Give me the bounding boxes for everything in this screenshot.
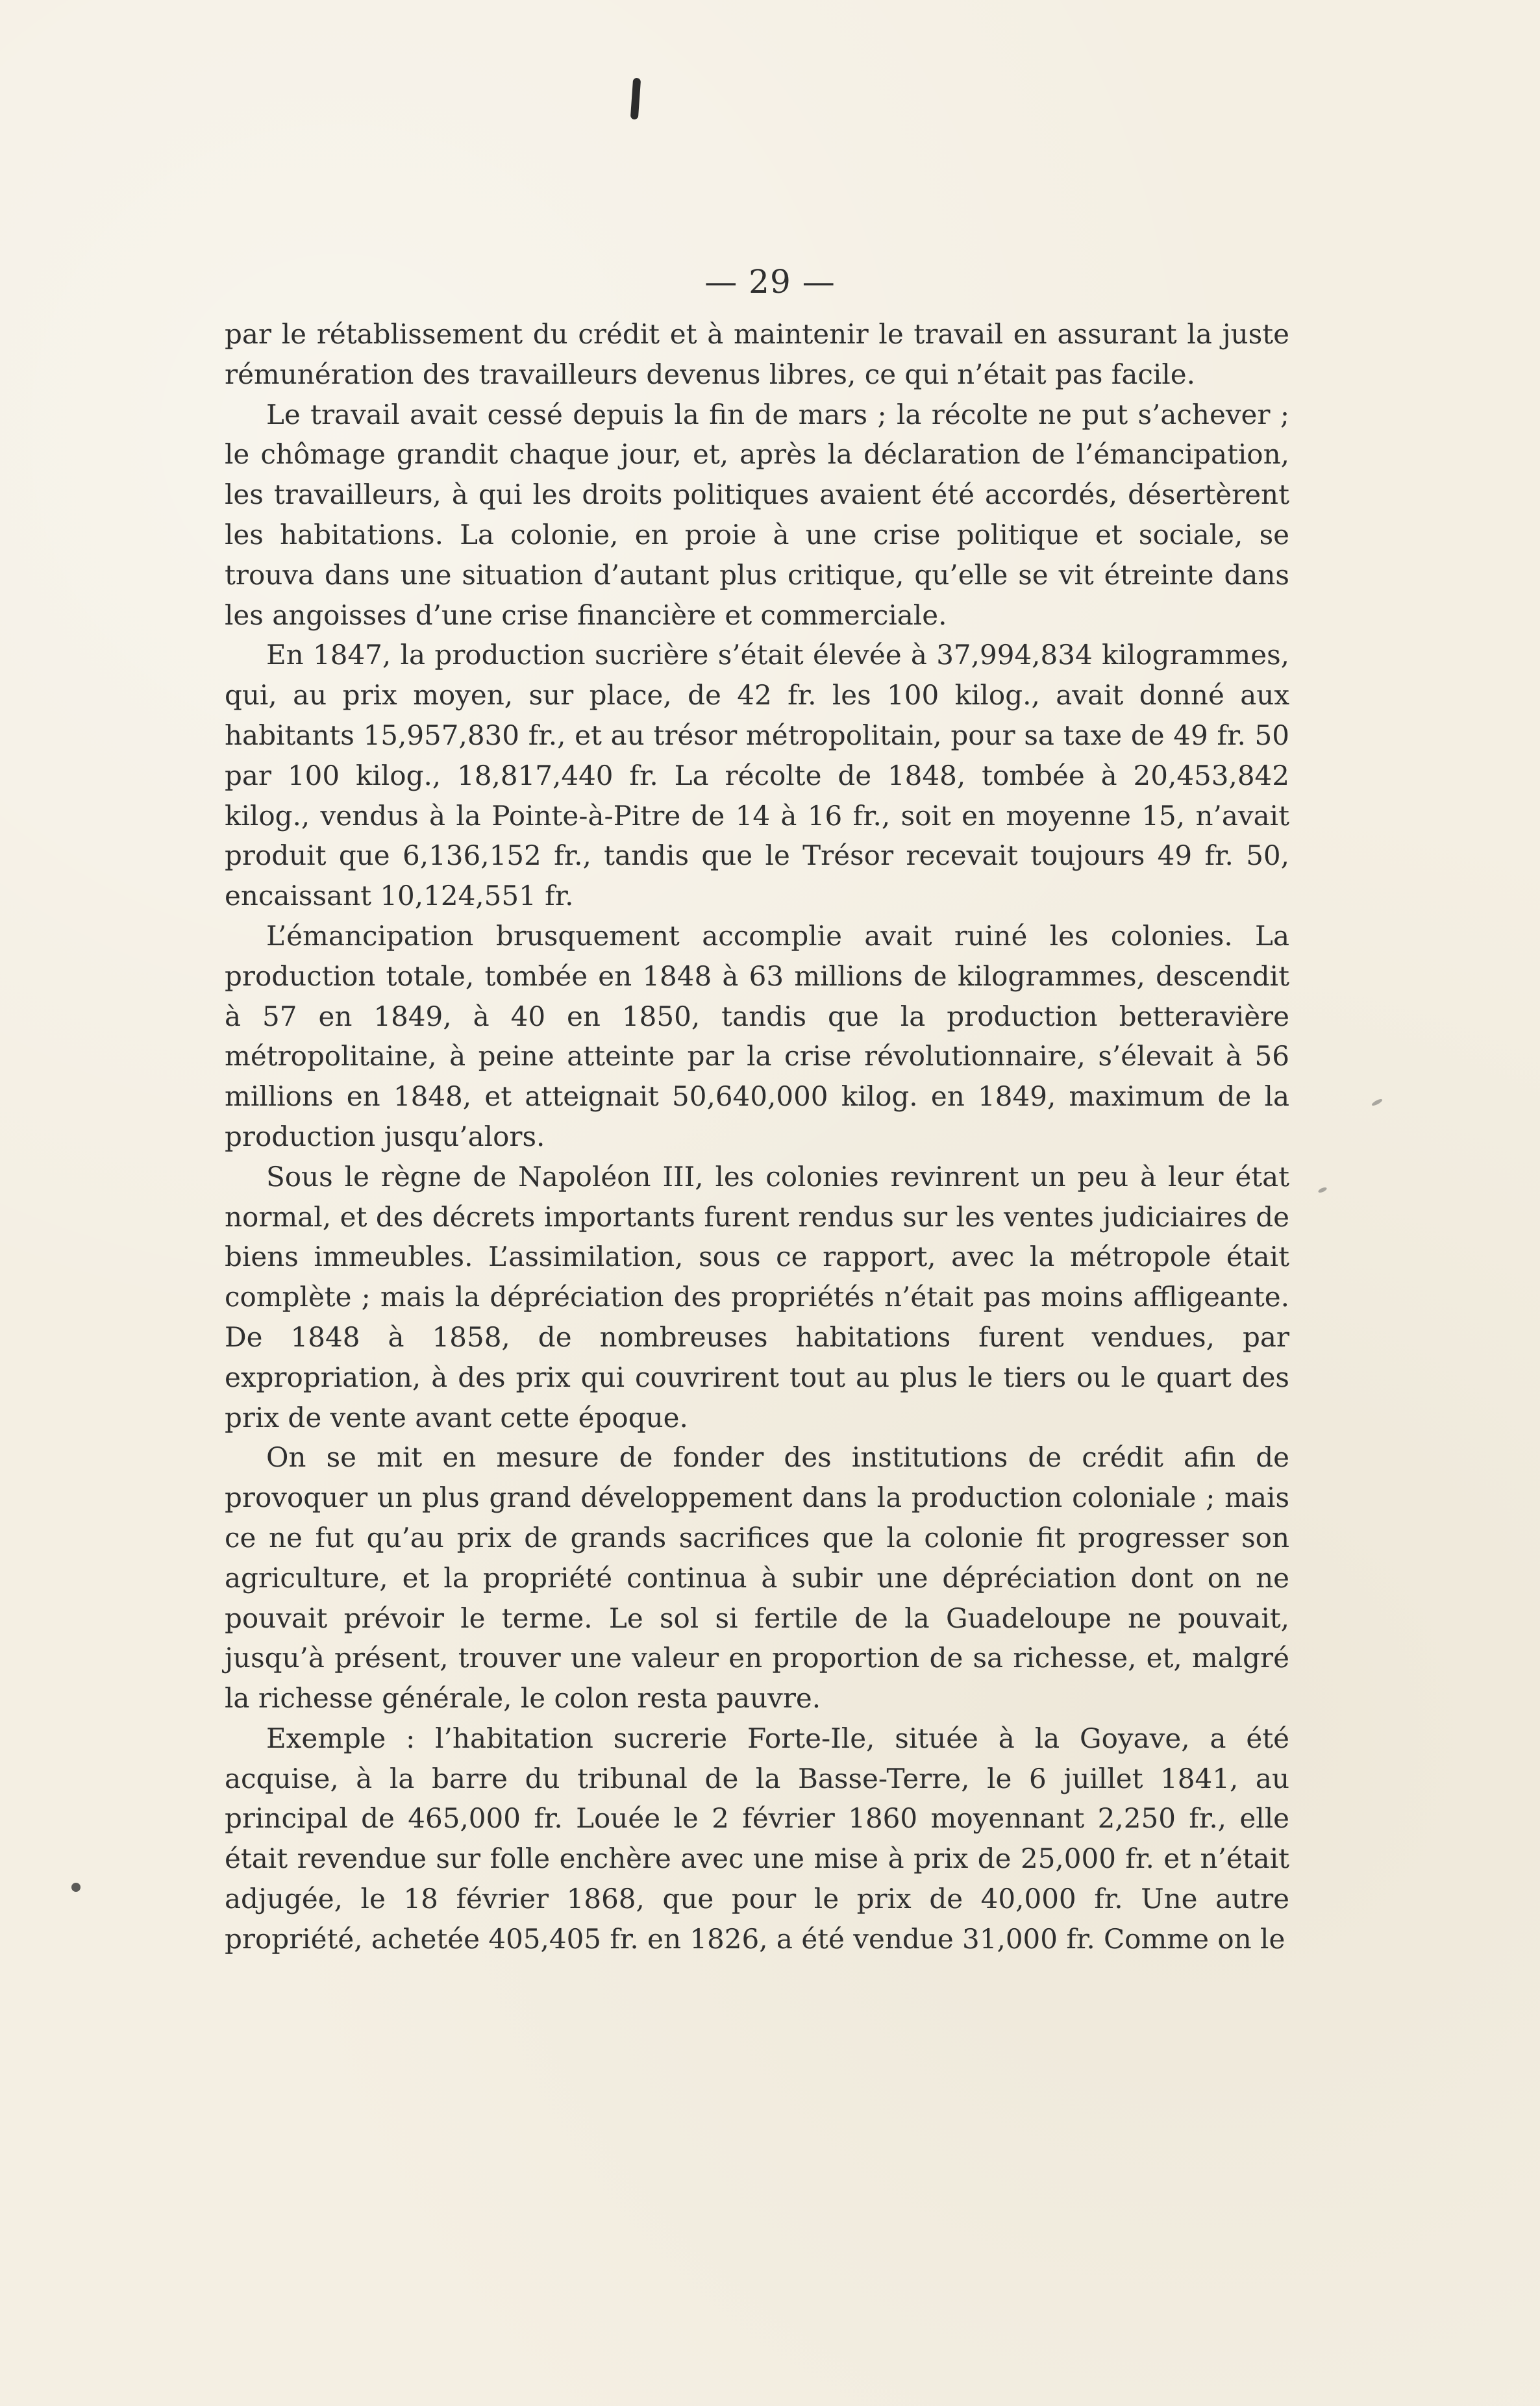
margin-smudge xyxy=(1317,1186,1327,1193)
page-number: — 29 — xyxy=(704,263,836,301)
ink-mark xyxy=(630,78,641,120)
paragraph-credit: On se mit en mesure de fonder des institutions de crédit afin de provoquer un plus grand développement dans la production coloniale ; mais ce ne fut qu’au prix de grands sacrifices que la colonie fit progresser son agriculture, et la propriété continua à subir une dépréciation dont on ne pouvait prévoir le terme. Le sol si fertile de la Guadeloupe ne pouvait, jusqu’à présent, trouver une valeur en proportion de sa richesse, et, malgré la richesse générale, le colon resta pauvre. xyxy=(225,1441,1289,1715)
paragraph-emancipation: L’émancipation brusquement accomplie avait ruiné les colonies. La production totale, tombée en 1848 à 63 millions de kilogrammes, descendit à 57 en 1849, à 40 en 1850, tandis que la production betteravière métropolitaine, à peine atteinte par la crise révolutionnaire, s’élevait à 56 millions en 1848, et atteignait 50,640,000 kilog. en 1849, maximum de la production jusqu’alors. xyxy=(225,919,1289,1152)
margin-dot xyxy=(71,1883,81,1892)
body-text xyxy=(225,314,1289,1959)
paragraph-continuation: par le rétablissement du crédit et à maintenir le travail en assurant la juste rémunération des travailleurs devenus libres, ce qui n’était pas facile. xyxy=(225,318,1289,390)
paragraph-production-1847: En 1847, la production sucrière s’était élevée à 37,994,834 kilogrammes, qui, au prix moyen, sur place, de 42 fr. les 100 kilog., avait donné aux habitants 15,957,830 fr., et au trésor métropolitain, pour sa taxe de 49 fr. 50 par 100 kilog., 18,817,440 fr. La récolte de 1848, tombée à 20,453,842 kilog., vendus à la Pointe-à-Pitre de 14 à 16 fr., soit en moyenne 15, n’avait produit que 6,136,152 fr., tandis que le Trésor recevait toujours 49 fr. 50, encaissant 10,124,551 fr. xyxy=(225,639,1289,912)
paragraph-travail: Le travail avait cessé depuis la fin de mars ; la récolte ne put s’achever ; le chômage grandit chaque jour, et, après la déclaration de l’émancipation, les travailleurs, à qui les droits politiques avaient été accordés, désertèrent les habitations. La colonie, en proie à une crise politique et sociale, se trouva dans une situation d’autant plus critique, qu’elle se vit étreinte dans les angoisses d’une crise financière et commerciale. xyxy=(225,398,1289,631)
margin-smudge xyxy=(1371,1098,1384,1107)
paragraph-exemple: Exemple : l’habitation sucrerie Forte-Ile, située à la Goyave, a été acquise, à la barre du tribunal de la Basse-Terre, le 6 juillet 1841, au principal de 465,000 fr. Louée le 2 février 1860 moyennant 2,250 fr., elle était revendue sur folle enchère avec une mise à prix de 25,000 fr. et n’était adjugée, le 18 février 1868, que pour le prix de 40,000 fr. Une autre propriété, achetée 405,405 fr. en 1826, a été vendue 31,000 fr. Comme on le xyxy=(225,1722,1289,1955)
paragraph-napoleon: Sous le règne de Napoléon III, les colonies revinrent un peu à leur état normal, et des décrets importants furent rendus sur les ventes judiciaires de biens immeubles. L’assimilation, sous ce rapport, avec la métropole était complète ; mais la dépréciation des propriétés n’était pas moins affligeante. De 1848 à 1858, de nombreuses habitations furent vendues, par expropriation, à des prix qui couvrirent tout au plus le tiers ou le quart des prix de vente avant cette époque. xyxy=(225,1160,1289,1433)
